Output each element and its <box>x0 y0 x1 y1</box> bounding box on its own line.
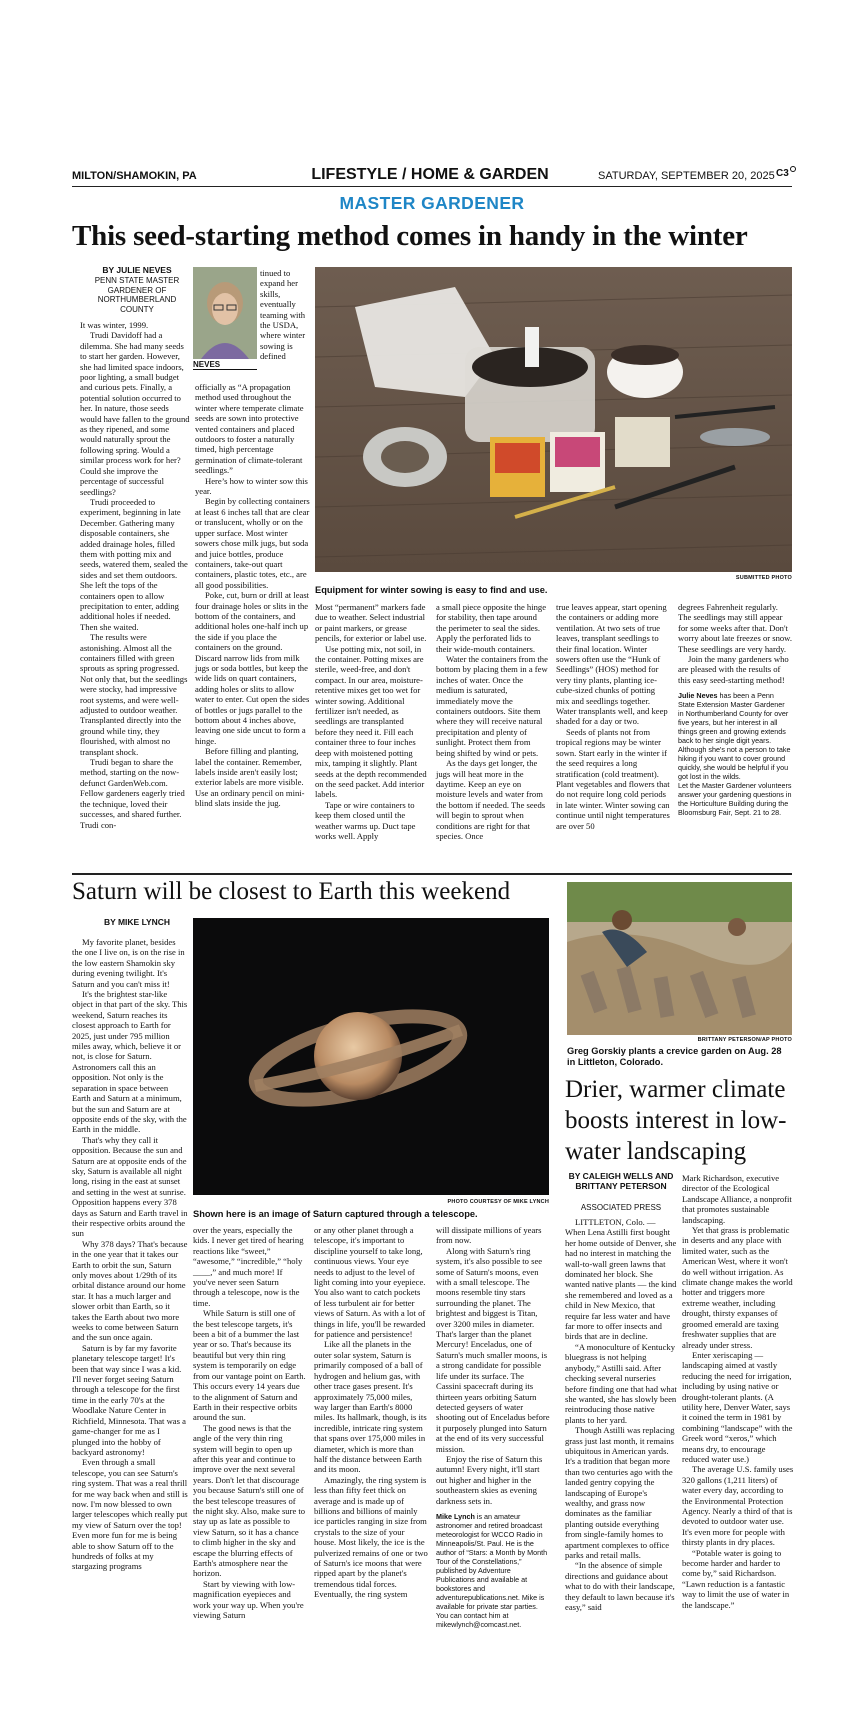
paragraph: Use potting mix, not soil, in the container. Potting mixes are sterile, weed-free, and don't compact. In our area, moisture-retentive mixes get too wet for winter sowing. Additional fertilizer isn't needed, as seedlings are transplanted before they need it. Fill each container three to four inches deep with moistened potting mix, tamping it slightly. Plant seeds at the depth recommended on the seed packet. Add interior labels. <box>315 643 427 800</box>
seed-sowing-photo <box>315 267 792 572</box>
story1-headline: This seed-starting method comes in handy in the winter <box>72 220 748 252</box>
saturn-illustration <box>193 918 549 1195</box>
story2-col3-text <box>314 1225 428 1600</box>
story2-bio-text: is an amateur astronomer and retired broadcast meteorologist for WCCO Radio in Minneapolis/St. Paul. He is the author of “Stars: a Month by Month Tour of the Constellations,” published by Adventure Publications and available at bookstores and adventurepublications.net. Mike is available for private star parties. You can contact him at mikewlynch@comcast.net. <box>436 1511 548 1629</box>
paragraph: Water the containers from the bottom by placing them in a few inches of water. Once the medium is saturated, immediately move the containers outdoors. Site them where they will receive natural precipitation and plenty of sunlight. Protect them from being shifted by wind or pets. <box>436 654 548 758</box>
paragraph: Even through a small telescope, you can see Saturn's ring system. That was a real thrill for me way back when and still is now. I'm now blessed to own larger telescopes which really put my view of Saturn over the top! Even more fun for me is being able to show Saturn off to the hundreds of folks at my stargazing programs <box>72 1457 188 1572</box>
garden-photo <box>567 882 792 1035</box>
story3-byline: BY CALEIGH WELLS AND BRITTANY PETERSON <box>568 1171 674 1191</box>
story2-col4 <box>436 1225 550 1629</box>
story3-byline-org: ASSOCIATED PRESS <box>580 1203 662 1212</box>
story3-col2-text <box>682 1173 794 1610</box>
story-divider <box>72 873 792 875</box>
garden-illustration <box>567 882 792 1035</box>
masthead-rule <box>72 186 792 187</box>
story1-col1 <box>80 320 190 830</box>
paragraph: officially as “A propagation method used throughout the winter where temperate climate seeds are sown into protective vented containers and placed outdoors to foster a naturally timed, high percentage germination of climate-tolerant seedlings.” <box>195 382 304 476</box>
paragraph: Join the many gardeners who are pleased with the results of this easy seed-starting method! <box>678 654 789 685</box>
story2-headline: Saturn will be closest to Earth this weekend <box>72 878 511 905</box>
paragraph: My favorite planet, besides the one I live on, is on the rise in the low eastern Shamokin sky during evening twilight. It's Saturn and you can't miss it! <box>72 937 185 989</box>
paragraph: Though Astilli was replacing grass just last month, it remains ubiquitous in American yards. It's a tradition that began more than two centuries ago with the landed gentry copying the landscaping of Europe's wealthy, and grass now dominates as the familiar planting outside everything from single-family homes to apartment complexes to office parks and retail malls. <box>565 1425 675 1560</box>
story1-author-bio <box>678 691 792 781</box>
story3-photo-caption: Greg Gorskiy plants a crevice garden on Aug. 28 in Littleton, Colorado. <box>567 1046 782 1067</box>
paragraph: “A monoculture of Kentucky bluegrass is not helping anybody,” Astilli said. After checking several nurseries before finding one that had what she wanted, she has slowly been reintroducing those native plants to her yard. <box>565 1341 677 1425</box>
paragraph: Why 378 days? That's because in the one year that it takes our Earth to orbit the sun, Saturn only moves about 1/29th of its orbital distance around our home star. It has a much larger and slower orbit than Earth, so it takes the Earth about two more weeks to come between Saturn and the sun once again. <box>72 1238 188 1343</box>
story2-col1-text <box>72 937 188 1572</box>
story1-byline: BY JULIE NEVES <box>102 265 172 275</box>
page-date: SATURDAY, SEPTEMBER 20, 2025 <box>598 170 775 182</box>
story1-col5-text <box>556 602 670 831</box>
paragraph: Seeds of plants not from tropical regions may be winter sown. Start early in the winter if the seed requires a long stratification (cold treatment). Plant vegetables and flowers that do not require long cold periods in late winter. Winter sowing can continue until night temperatures are over 50 <box>556 726 670 831</box>
paragraph: Begin by collecting containers at least 6 inches tall that are clear or translucent, wholly or on the upper surface. Most winter sowers chose milk jugs, but soda and juice bottles, produce containers, take-out quart containers, plastic totes, etc., are all good possibilities. <box>195 496 310 590</box>
paragraph: Trudi Davidoff had a dilemma. She had many seeds to start her garden. However, she had limited space indoors, poor lighting, a small budget and curious pets. Finally, a potential solution occurred to her. In nature, those seeds would have fallen to the ground as they ripened, and some would naturally sprout the following spring. Would a similar process work for her? Could she improve the percentage of successful seedlings? <box>80 330 190 497</box>
story1-col4-text <box>436 602 548 841</box>
story1-byline-title: PENN STATE MASTER GARDENER OF NORTHUMBERLAND COUNTY <box>94 276 180 314</box>
seed-sowing-illustration <box>315 267 792 572</box>
paragraph: Along with Saturn's ring system, it's also possible to see some of Saturn's moons, even with a small telescope. The moons resemble tiny stars surrounding the planet. The brightest and biggest is Titan, over 3200 miles in diameter. That's larger than the planet Mercury! Enceladus, one of Saturn's much smaller moons, is a strong candidate for possible life under its surface. The Cassini spacecraft during its thirteen years orbiting Saturn detected geysers of water shooting out of Enceladus before it purposely plunged into Saturn at the end of its very successful mission. <box>436 1245 550 1454</box>
page-location: MILTON/SHAMOKIN, PA <box>72 170 197 182</box>
paragraph: Poke, cut, burn or drill at least four drainage holes or slits in the bottom of the containers, and additional holes one-half inch up the side if you place the containers on the ground. Discard narrow lids from milk jugs or soda bottles, but keep the wide lids on quart containers, adding holes or slits to allow water to enter. Cut open the sides of bottles or jugs parallel to the bottom about 4 inches above, leaving one side uncut to form a hinge. <box>195 590 310 746</box>
paragraph: Before filling and planting, label the container. Remember, labels inside aren't easily lost; exterior labels are more visible. Use an ordinary pencil on mini-blind slats inside the jug. <box>195 746 305 809</box>
story2-photo-caption: Shown here is an image of Saturn captured through a telescope. <box>193 1209 478 1219</box>
story1-bio-note: Let the Master Gardener volunteers answer your gardening questions in the Horticulture Building during the Bloomsburg Fair, Sept. 21 to 28. <box>678 781 792 818</box>
paragraph: “In the absence of simple directions and guidance about what to do with their landscape, they default to lawn because it's easy,” said <box>565 1560 675 1613</box>
paragraph: Most “permanent” markers fade due to weather. Select industrial or paint markers, or grease pencils, for exterior or label use. <box>315 602 427 644</box>
story2-author-bio <box>436 1512 550 1629</box>
paragraph: Enjoy the rise of Saturn this autumn! Every night, it'll start out higher and higher in the southeastern skies as evening darkness sets in. <box>436 1453 543 1506</box>
story1-col2-text <box>195 382 310 809</box>
paragraph: Mark Richardson, executive director of the Ecological Landscape Alliance, a nonprofit that promotes sustainable landscaping. <box>682 1173 792 1225</box>
paragraph: As the days get longer, the jugs will heat more in the daytime. Keep an eye on moisture levels and water from the bottom if needed. The seeds will begin to sprout when conditions are right for that species. Once <box>436 758 546 841</box>
paragraph: The good news is that the angle of the very thin ring system will begin to open up after this year and continue to improve over the next several years. Don't let that discourage you because Saturn's still one of the best telescope treasures of the night sky. Also, make sure to stay up as late as possible to view Saturn, so it has a chance to climb higher in the sky and escape the blurring effects of Earth's atmosphere near the horizon. <box>193 1422 306 1579</box>
paragraph: or any other planet through a telescope, it's important to discipline yourself to take long, continuous views. Your eye needs to adjust to the level of light coming into your eyepiece. You also want to catch pockets of less turbulent air for better views of Saturn. As with a lot of things in life, you'll be rewarded for patience and persistence! <box>314 1225 426 1340</box>
saturn-photo <box>193 918 549 1195</box>
paragraph: degrees Fahrenheit regularly. The seedlings may still appear for some weeks after that. Don't worry about late freezes or snow. These seedlings are very hardy. <box>678 602 792 654</box>
paragraph: Saturn is by far my favorite planetary telescope target! It's been that way since I was a kid. I'll never forget seeing Saturn through a telescope for the first time in the early 70's at the Woodlake Nature Center in Richfield, Minnesota. That was a game-changer for me as I plunged into the hobby of backyard astronomy! <box>72 1342 186 1457</box>
story1-col3-text <box>315 602 427 841</box>
paragraph: Trudi began to share the method, starting on the now-defunct GardenWeb.com. Fellow gardeners eagerly tried the technique, loved their successes, and shared further. Trudi con- <box>80 757 185 830</box>
paragraph: over the years, especially the kids. I never get tired of hearing reactions like “sweet,” “awesome,” “incredible,” “holy ____,” and much more! If you've never seen Saturn through a telescope, now is the time. <box>193 1225 304 1308</box>
paragraph: It's the brightest star-like object in that part of the sky. This weekend, Saturn reaches its closest approach to Earth for 2025, just under 795 million miles away, which, believe it or not, is close for Saturn. Astronomers call this an opposition. Not only is the separation in space between Earth and Saturn at a minimum, but the sun and Saturn are at opposite ends of the sky, with the Earth in the middle. <box>72 989 188 1135</box>
paragraph: Tape or wire containers to keep them closed until the weather warms up. Duct tape works well. Apply <box>315 799 416 841</box>
paragraph: “Potable water is going to become harder and harder to come by,” said Richardson. “Lawn reduction is a fantastic way to limit the use of water in the landscape.” <box>682 1547 790 1610</box>
story1-col4 <box>436 602 548 841</box>
paragraph: true leaves appear, start opening the containers or adding more ventilation. At two sets of true leaves, transplant seedlings to their final location. Winter sowers often use the “Hunk of Seedlings” (HOS) method for very tiny plants, planting ice-cube-sized chunks of potting mix and seedlings together. Water transplants well, and keep shaded for a day or two. <box>556 602 668 727</box>
section-title: LIFESTYLE / HOME & GARDEN <box>311 166 549 183</box>
story1-col6-text <box>678 602 792 685</box>
story2-photo-credit: PHOTO COURTESY OF MIKE LYNCH <box>447 1199 549 1205</box>
page-number: C3 <box>776 168 789 179</box>
story3-photo-credit: BRITTANY PETERSON/AP PHOTO <box>697 1037 792 1043</box>
paragraph: will dissipate millions of years from now. <box>436 1225 542 1246</box>
paragraph: a small piece opposite the hinge for stability, then tape around the perimeter to seal the sides. Apply the perforated lids to their wide-mouth containers. <box>436 602 547 654</box>
story3-col2 <box>682 1173 794 1610</box>
story1-col1-text <box>80 320 190 830</box>
paragraph: Amazingly, the ring system is less than fifty feet thick on average and is made up of billions and billions of mainly ice particles ranging in size from crystals to the size of your house. Most likely, the ice is the pulverized remains of one or two of Saturn's ice moons that were ripped apart by the planet's tremendous tidal forces. Eventually, the ring system <box>314 1474 428 1600</box>
paragraph: It was winter, 1999. <box>80 320 149 330</box>
paragraph: The results were astonishing. Almost all the containers filled with green sprouts as spring progressed. Not only that, but the seedlings were stocky, had impressive root systems, and were well-adjusted to outdoor weather. Transplanted directly into the ground while tiny, they flourished, with almost no transplant shock. <box>80 632 188 757</box>
story3-col1 <box>565 1217 677 1612</box>
story1-col2-top-text <box>260 268 312 362</box>
story1-photo-caption: Equipment for winter sowing is easy to find and use. <box>315 585 548 595</box>
story2-bio-name: Mike Lynch <box>436 1511 475 1521</box>
mugshot-illustration <box>193 267 257 359</box>
author-mugshot <box>193 267 257 359</box>
story1-col5 <box>556 602 670 831</box>
story3-col1-text <box>565 1217 677 1612</box>
story2-col3 <box>314 1225 428 1600</box>
story1-col6 <box>678 602 792 817</box>
paragraph: While Saturn is still one of the best telescope targets, it's been a bit of a bummer the last year or so. That's because its beautiful but very thin ring system is temporarily on edge from our vantage point on Earth. This occurs every 14 years due to the alignment of Saturn and Earth in their respective orbits around the sun. <box>193 1308 306 1423</box>
story1-col2 <box>195 382 310 809</box>
paragraph: tinued to expand her skills, eventually teaming with the USDA, where winter sowing is defined <box>260 268 306 362</box>
story1-bio-text: has been a Penn State Extension Master Gardener in Northumberland County for over five years, but her interest in all things green and growing extends back to her single digit years. Although she's not a person to take hiking if you want to cover ground quickly, she would be helpful if you got lost in the wilds. <box>678 691 791 782</box>
paragraph: Here’s how to winter sow this year. <box>195 475 308 497</box>
page-number-mark <box>790 166 796 172</box>
paragraph: That's why they call it opposition. Because the sun and Saturn are at opposite ends of the sky, Saturn is available all night long, rising in the east at sunset and setting in the west at sunrise. Opposition happens every 378 days as Saturn and Earth travel in their respective orbits around the sun <box>72 1134 188 1239</box>
paragraph: LITTLETON, Colo. — When Lena Astilli first bought her home outside of Denver, she had no interest in matching the wall-to-wall green lawns that dominated her block. She wanted native plants — the kind she remembered and loved as a child in New Mexico, that require far less water and have far more to offer insects and birds that are in decline. <box>565 1217 677 1342</box>
paragraph: Trudi proceeded to experiment, beginning in late December. Gathering many disposable containers, she added drainage holes, filled them with potting mix and seeds, watered them, sealed the sides and set them outdoors. She left the tops of the containers open to allow precipitation to enter, adding additional holes if needed. Then she waited. <box>80 496 188 632</box>
paragraph: Like all the planets in the outer solar system, Saturn is primarily composed of a ball of hydrogen and helium gas, with other trace gases present. It's approximately 75,000 miles, way larger than Earth's 8000 miles. Its hallmark, though, is its incredible, intricate ring system that spans over 175,000 miles in diameter, which is more than half the distance between Earth and its moon. <box>314 1339 427 1475</box>
paragraph: Start by viewing with low-magnification eyepieces and work your way up. When you're viewing Saturn <box>193 1578 304 1621</box>
section-kicker: MASTER GARDENER <box>339 193 525 213</box>
story2-col2 <box>193 1225 307 1620</box>
story1-bio-name: Julie Neves <box>678 691 718 701</box>
story2-col1 <box>72 937 188 1572</box>
story2-byline: BY MIKE LYNCH <box>103 917 171 927</box>
mugshot-label: NEVES <box>193 360 257 370</box>
paragraph: The average U.S. family uses 320 gallons (1,211 liters) of water every day, according to the Environmental Protection Agency. Nearly a third of that is devoted to outdoor water use. It's even more for people with thirsty plants in dry places. <box>682 1464 794 1548</box>
story3-headline: Drier, warmer climate boosts interest in low-water landscaping <box>565 1076 787 1165</box>
story1-photo-credit: SUBMITTED PHOTO <box>735 575 792 581</box>
story2-col4-text <box>436 1225 550 1506</box>
paragraph: Enter xeriscaping — landscaping aimed at vastly reducing the need for irrigation, including by using native or drought-tolerant plants. (A utility here, Denver Water, says it coined the term in 1981 by combining “landscape” with the Greek word “xeros,” which means dry, to encourage reduced water use.) <box>682 1349 793 1464</box>
story1-col2-wrap <box>260 268 312 362</box>
story1-col3 <box>315 602 427 841</box>
paragraph: Yet that grass is problematic in deserts and any place with limited water, such as the American West, where it won't do well without irrigation. As climate change makes the world hotter and triggers more extreme weather, including drought, thirsty expanses of groomed emerald are taxing freshwater supplies that are already under stress. <box>682 1225 793 1350</box>
story2-col2-text <box>193 1225 307 1620</box>
